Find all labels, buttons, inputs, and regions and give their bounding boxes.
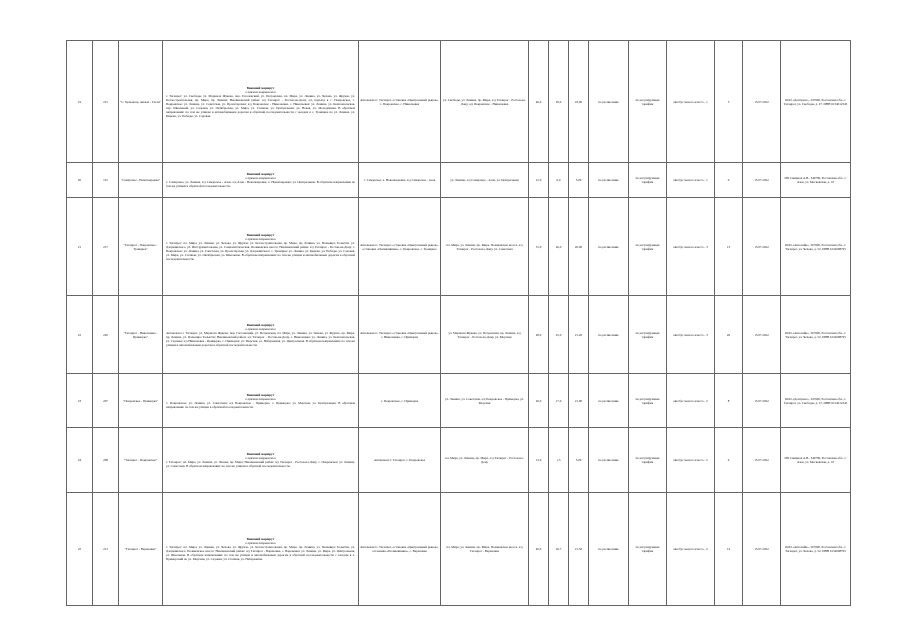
route-title: Внешний маршрут (246, 232, 275, 237)
row-number: 25 (67, 493, 93, 606)
route-name: "Самарское - Новопокровка" (119, 163, 163, 198)
row-number: 21 (67, 198, 93, 296)
interval-value: 5,00 (569, 428, 589, 493)
table-row (67, 374, 851, 428)
length-forward: 28,0 (529, 296, 549, 374)
length-backward: 17,0 (549, 374, 569, 428)
route-text: г. Таганрог: пл. Мира, ул. Ленина, ул. Чехова, ул. Фрунзе, ул. Котлостроительная, пр. Мира, пр. Ленина, ул. Пальмиро Тольятти, ул. Дзержинского, Поляковское шоссе; Неклиновский район: а/д Таганрог - Вареновка, с. Вареновка: ул. Ленина, ул. Мира, ул. Центральная, ул. Школьная. В обратном направлении: по тем же улицам и автомобильным дорогам в обратной последовательности с заездом в х. Приморский по ул. Морская, ул. Садовая, ул. Степная, ул. Набережная. (166, 545, 355, 561)
boarding-order: по расписанию (589, 41, 629, 163)
vehicle-count: 5 (715, 41, 743, 163)
route-direction: в прямом направлении (245, 541, 276, 545)
length-backward: 1,5 (549, 428, 569, 493)
carrier-info: ООО «Автолайн», 347900, Ростовская обл., г. Таганрог, ул. Чехова, д. 52, ИНН 6154098765 (781, 493, 851, 606)
stops-list: Автовокзал г. Таганрог, остановка «Центральный рынок», остановка «Поликлиника», с. Вареновка (359, 493, 441, 606)
registration-number: 101 (93, 163, 119, 198)
carrier-info: ИП Смирнов А.В., 346780, Ростовская обл., г. Азов, ул. Московская, д. 10 (781, 163, 851, 198)
route-title: Внешний маршрут (246, 392, 275, 397)
route-name: "С. Цельнопр. жилых - Таган" (119, 41, 163, 163)
vehicle-count: 26 (715, 296, 743, 374)
row-number: 24 (67, 428, 93, 493)
start-date: 15.07.2022 (743, 296, 781, 374)
route-name: "Таганрог - Покровское" (119, 428, 163, 493)
carrier-info: ИП Смирнов А.В., 346780, Ростовская обл., г. Азов, ул. Московская, д. 10 (781, 428, 851, 493)
route-name: "Покровское - Приморка" (119, 374, 163, 428)
boarding-order: по расписанию (589, 296, 629, 374)
route-direction: в прямом направлении (245, 176, 276, 180)
vehicles-info: автобус малого класса - 3 (667, 198, 715, 296)
route-description (163, 493, 359, 606)
length-forward: 31,0 (529, 198, 549, 296)
table-row (67, 163, 851, 198)
interval-value: 5,00 (569, 163, 589, 198)
route-text: с. Самарское, ул. Ленина, а/д Самарское - Азов, а/д Азов - Новопокровка, х. Новопокровка: ул. Центральная. В обратном направлении по тем же улицам в обратной последовательности. (166, 180, 355, 188)
length-forward: 46,0 (529, 41, 549, 163)
route-name: "Таганрог - Вареновка" (119, 493, 163, 606)
stops-list: Автовокзал г. Таганрог, остановка «Центральный рынок», с. Покровское, с. Николаевка (359, 41, 441, 163)
table-row (67, 198, 851, 296)
route-description (163, 41, 359, 163)
length-forward: 13,0 (529, 428, 549, 493)
length-backward: 26,7 (549, 493, 569, 606)
vehicle-count: 13 (715, 198, 743, 296)
carrier-info: ООО «Донтранс», 347900, Ростовская обл., г. Таганрог, ул. Свободы, д. 27, ИНН 6154012345 (781, 41, 851, 163)
registration-number: 213 (93, 493, 119, 606)
tariff-type: по регулируемым тарифам (629, 428, 667, 493)
streets-list: ул. Маршала Жукова, ул. Петровская, пр. Ленина, а/д Таганрог - Ростов-на-Дону, ул. Морская (441, 296, 529, 374)
stops-list: Автовокзал г. Таганрог, остановка «Центральный рынок», с. Николаевка, с. Приморка (359, 296, 441, 374)
boarding-order: по расписанию (589, 374, 629, 428)
start-date: 15.07.2022 (743, 374, 781, 428)
route-text: г. Таганрог: пл. Мира, ул. Ленина, ул. Чехова, пр. Мира; Неклиновский район: а/д Таганрог - Ростов-на-Дону, с. Покровское: ул. Ленина, ул. Советская. В обратном направлении: по тем же улицам в обратной последовательности. (166, 460, 355, 468)
vehicles-info: автобус малого класса - 1 (667, 41, 715, 163)
registration-number: 220 (93, 296, 119, 374)
stops-list: с. Самарское, х. Новопокровка, а/д Самарское - Азов (359, 163, 441, 198)
tariff-type: по регулируемым тарифам (629, 296, 667, 374)
route-title: Внешний маршрут (246, 85, 275, 90)
length-backward: 25,0 (549, 296, 569, 374)
route-direction: в прямом направлении (245, 89, 276, 94)
row-number: 23 (67, 374, 93, 428)
length-forward: 26,0 (529, 374, 549, 428)
start-date: 15.07.2022 (743, 41, 781, 163)
route-direction: в прямом направлении (245, 236, 276, 241)
route-title: Внешний маршрут (246, 172, 275, 176)
streets-list: пл. Мира, ул. Ленина, пр. Мира, Поляковское шоссе, а/д Таганрог - Ростов-на-Дону, ул. Советская (441, 198, 529, 296)
registration-number: 215 (93, 41, 119, 163)
route-direction: в прямом направлении (245, 456, 276, 460)
boarding-order: по расписанию (589, 163, 629, 198)
carrier-info: ООО «Автолайн», 347900, Ростовская обл., г. Таганрог, ул. Чехова, д. 52, ИНН 6154098765 (781, 198, 851, 296)
length-forward: 12,0 (529, 163, 549, 198)
route-name: "Таганрог - Покровское - Троицкое" (119, 198, 163, 296)
interval-value: 20,00 (569, 198, 589, 296)
route-direction: в прямом направлении (245, 326, 276, 331)
tariff-type: по регулируемым тарифам (629, 493, 667, 606)
route-description (163, 163, 359, 198)
carrier-info: ООО «Автолайн», 347900, Ростовская обл., г. Таганрог, ул. Чехова, д. 52, ИНН 6154098765 (781, 296, 851, 374)
table-row (67, 41, 851, 163)
route-text: с. Покровское: ул. Ленина, ул. Советская; а/д Покровское - Приморка, с. Приморка: ул. Морская, ул. Центральная. В обратном направлении: по тем же улицам в обратной последовательности. (166, 400, 355, 409)
registration-number: 208 (93, 428, 119, 493)
vehicles-info: автобус малого класса - 2 (667, 493, 715, 606)
vehicle-count: 4 (715, 428, 743, 493)
table-row (67, 428, 851, 493)
stops-list: Автовокзал г. Таганрог, остановка «Центральный рынок», остановка «Поликлиника», с. Покровское, с. Троицкое (359, 198, 441, 296)
boarding-order: по расписанию (589, 428, 629, 493)
row-number: 22 (67, 296, 93, 374)
route-description (163, 428, 359, 493)
route-text: г. Таганрог: ул. Свободы, ул. Маршала Жукова, пер. Гоголевский, ул. Петровская, пл. Мира, ул. Ленина, ул. Чехова, ул. Фрунзе, ул. Котлостроительная, пр. Мира, пр. Ленина; Неклиновский район: а/д Таганрог - Ростов-на-Дону, а/д подъезд к с. Покровское, с. Покровское: ул. Ленина, ул. Советская, ул. Пролетарская; а/д Покровское - Николаевка, с. Николаевка: ул. Ленина, ул. Комсомольская, пер. Школьный, ул. Садовая, ул. Октябрьская, ул. Мира, ул. Степная, ул. Центральная, ул. Новая, ул. Молодёжная. В обратном направлении: по тем же улицам и автомобильным дорогам в обратной последовательности с заездом в с. Троицкое по ул. Ленина, ул. Кирова, ул. Победы, ул. Садовая. (166, 93, 355, 118)
route-text: г. Таганрог: пл. Мира, ул. Ленина, ул. Чехова, ул. Фрунзе, ул. Котлостроительная, пр. Мира, пр. Ленина, ул. Пальмиро Тольятти, ул. Дзержинского, ул. Инструментальная, ул. Социалистическая, Поляковское шоссе; Неклиновский район: а/д Таганрог - Ростов-на-Дону, с. Покровское: ул. Ленина, ул. Советская, ул. Пролетарская, ул. Дзержинского; с. Троицкое: ул. Ленина, ул. Кирова, ул. Победы, ул. Садовая, ул. Мира, ул. Степная, ул. Октябрьская, ул. Школьная. В обратном направлении: по тем же улицам и автомобильным дорогам в обратной последовательности. (166, 240, 355, 261)
boarding-order: по расписанию (589, 493, 629, 606)
route-description (163, 296, 359, 374)
route-text: Автовокзал г. Таганрог, ул. Маршала Жукова, пер. Гоголевский, ул. Петровская, пл. Мира, ул. Ленина, ул. Чехова, ул. Фрунзе, пр. Мира, пр. Ленина, ул. Пальмиро Тольятти; Неклиновский район: а/д Таганрог - Ростов-на-Дону, с. Николаевка: ул. Ленина, ул. Комсомольская, ул. Садовая; а/д Николаевка - Приморка, с. Приморка: ул. Морская, ул. Набережная, ул. Центральная. В обратном направлении: по тем же улицам и автомобильным дорогам в обратной последовательности. (166, 330, 355, 347)
vehicle-count: 8 (715, 374, 743, 428)
start-date: 15.07.2022 (743, 428, 781, 493)
vehicles-info: автобус малого класса - 2 (667, 374, 715, 428)
route-description (163, 374, 359, 428)
start-date: 15.07.2022 (743, 493, 781, 606)
vehicles-info: автобус малого класса - 3 (667, 296, 715, 374)
registration-number: 207 (93, 374, 119, 428)
streets-list: ул. Ленина, ул. Советская, а/д Покровское - Приморка, ул. Морская (441, 374, 529, 428)
interval-value: 21,50 (569, 493, 589, 606)
interval-value: 21,00 (569, 374, 589, 428)
table-row (67, 296, 851, 374)
route-description (163, 198, 359, 296)
vehicles-info: автобус малого класса - 2 (667, 428, 715, 493)
streets-list: пл. Мира, ул. Ленина, пр. Мира, Поляковское шоссе, а/д Таганрог - Вареновка (441, 493, 529, 606)
start-date: 15.07.2022 (743, 198, 781, 296)
vehicle-count: 0 (715, 163, 743, 198)
start-date: 15.07.2022 (743, 163, 781, 198)
length-backward: 26,0 (549, 198, 569, 296)
tariff-type: по регулируемым тарифам (629, 374, 667, 428)
streets-list: пл. Мира, ул. Ленина, пр. Мира, а/д Таганрог - Ростов-на-Дону (441, 428, 529, 493)
stops-list: Автовокзал г. Таганрог, с. Покровское (359, 428, 441, 493)
row-number: 20 (67, 163, 93, 198)
stops-list: с. Покровское, с. Приморка (359, 374, 441, 428)
vehicles-info: автобус малого класса - 1 (667, 163, 715, 198)
table-row (67, 493, 851, 606)
row-number: 19 (67, 41, 93, 163)
route-title: Внешний маршрут (246, 322, 275, 327)
route-registry-table (66, 40, 851, 606)
registration-number: 217 (93, 198, 119, 296)
length-backward: 29,0 (549, 41, 569, 163)
streets-list: ул. Ленина, а/д Самарское - Азов, ул. Центральная (441, 163, 529, 198)
length-backward: 6,0 (549, 163, 569, 198)
tariff-type: по регулируемым тарифам (629, 163, 667, 198)
length-forward: 40,0 (529, 493, 549, 606)
interval-value: 21,20 (569, 296, 589, 374)
interval-value: 22,00 (569, 41, 589, 163)
boarding-order: по расписанию (589, 198, 629, 296)
route-title: Внешний маршрут (246, 452, 275, 456)
route-name: "Таганрог - Николаевка - Приморка" (119, 296, 163, 374)
tariff-type: по регулируемым тарифам (629, 198, 667, 296)
carrier-info: ООО «Донтранс», 347900, Ростовская обл., г. Таганрог, ул. Свободы, д. 27, ИНН 6154012345 (781, 374, 851, 428)
tariff-type: по регулируемым тарифам (629, 41, 667, 163)
route-direction: в прямом направлении (245, 396, 276, 401)
route-title: Внешний маршрут (246, 537, 275, 541)
streets-list: ул. Свободы, ул. Ленина, пр. Мира, а/д Таганрог - Ростов-на-Дону, а/д Покровское - Николаевка (441, 41, 529, 163)
vehicle-count: 14 (715, 493, 743, 606)
